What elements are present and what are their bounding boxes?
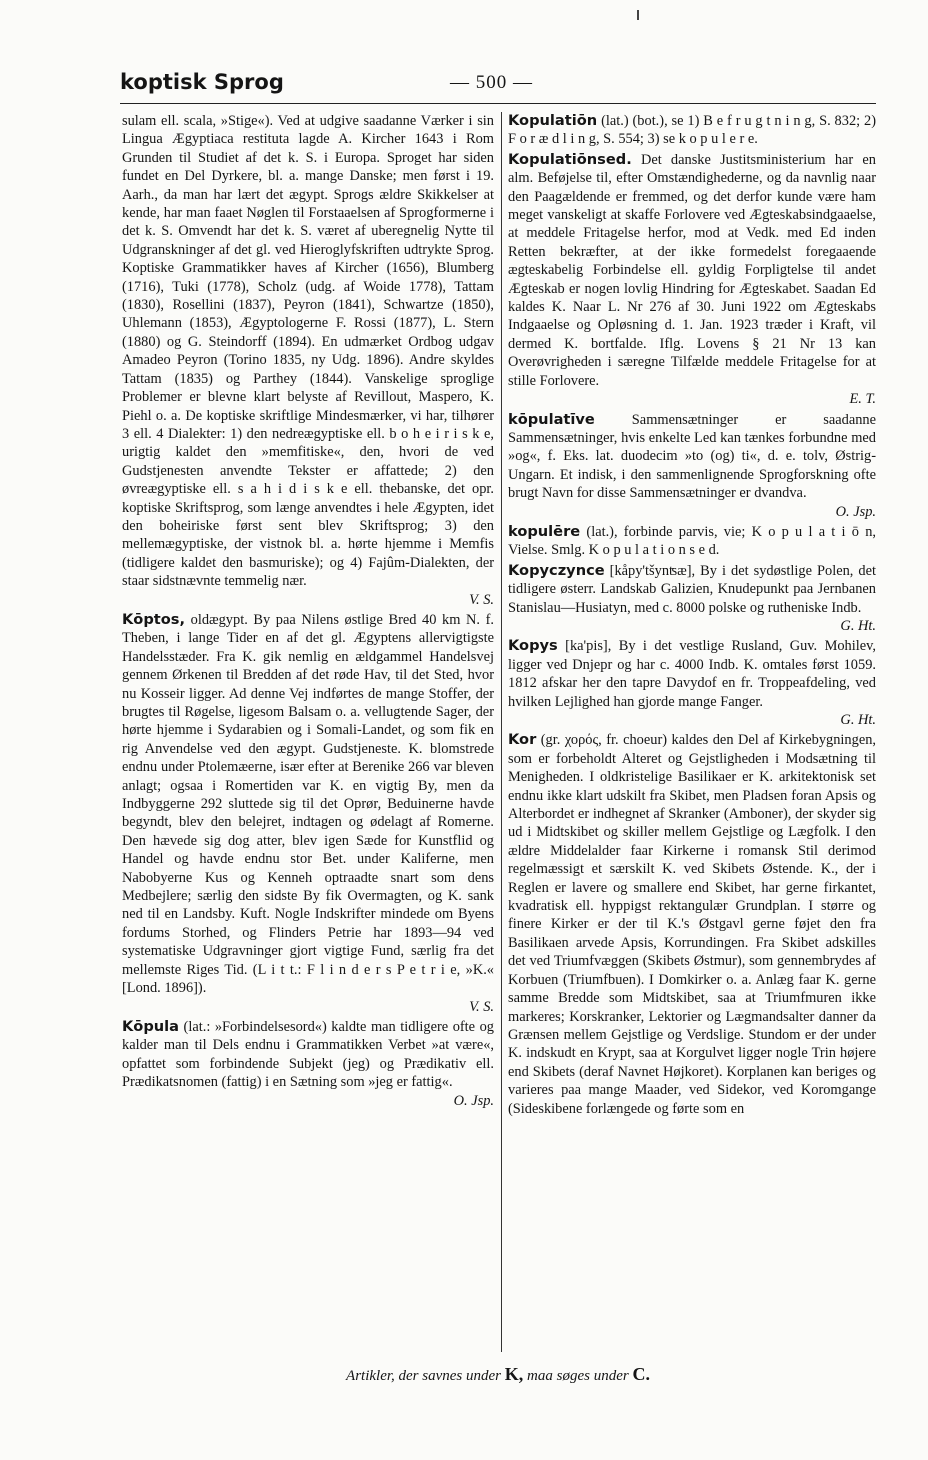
entry-text: Det danske Justitsministerium har en alm. Beføjelse til, efter Omstændighederne, og da navnlig naar den Paagældende er fremmed, og det derfor kunde være ham meget vanskeligt at skaffe Forlovere ved Ægteskabsindgaaelse, at meddele Fritagelse herfor, mod at Vedk. med Ed inden Retten bekræfter, at der ikke formedelst foregaaende ægteskabelig Forbindelse ell. gyldig Forpligtelse til andet Ægteskab er nogen lovlig Hindring for Ægteskabet. Saadan Ed kaldes K. Naar L. Nr 276 af 30. Juni 1922 om Ægteskabs Indgaaelse og Opløsning d. 1. Jan. 1923 træder i Kraft, vil dermed K. bortfalde. Iflg. Lovens § 21 Nr 13 kan Overøvrigheden i særegne Tilfælde meddele Fritagelse for at stille Forlovere. <box>508 151 876 389</box>
footer-note <box>120 1364 876 1385</box>
page-header <box>120 70 876 100</box>
dictionary-entry <box>122 611 494 1016</box>
footer-letter-c: C. <box>632 1364 650 1384</box>
author-signature: V. S. <box>469 591 494 608</box>
entry-headword: kopulēre <box>508 522 581 540</box>
dictionary-entry <box>508 523 876 560</box>
entry-headword: Kor <box>508 731 537 749</box>
dictionary-entry <box>508 411 876 521</box>
right-column <box>508 112 876 1120</box>
column-divider <box>501 112 502 1352</box>
entry-text: Sammensætninger er saadanne Sammensætninger, hvis enkelte Led kan tænkes forbundne med »og«, f. Eks. lat. duodecim »to (og) ti«, d. e. tolv, Østrig-Ungarn. Et indisk, i den sammenlignende Sprogforskning ofte brugt Navn for disse Sammensætninger er dvandva. <box>508 411 876 502</box>
entry-text: oldægypt. By paa Nilens østlige Bred 40 km N. f. Theben, i lange Tider en af det gl. Ægyptens allervigtigste Handelsstæder. Fra K. gik nemlig en ældgammel Handelsvej gennem Ørkenen til Bredden af det røde Hav, til det Sted, hvor nu Kosseir ligger. Ad denne Vej indførtes de mange Stoffer, der brugtes til Røgelse, ligesom Balsam o. a. vellugtende Sager, der hørte hjemme i Sydarabien og i Somali-Landet, og som fik en rig Anvendelse ved den ægypt. Gudstjeneste. K. blomstrede endnu under Ptolemæerne, især efter at Berenike 266 var bleven anlagt; ogsaa i Romertiden var K. en vigtig By, men da Indbyggerne 292 sluttede sig til det Oprør, Beduinerne havde begyndt, blev den belejret, indtagen og ødelagt af Romerne. Den hævede sig dog atter, blev igen Sæde for Kunstflid og Handel og havde endnu stor Bet. under Kaliferne, men Nabobyerne Kus og Kenneh optraadte snart som dens Medbejlere; særlig den sidste By fik Overmagten, og K. sank ned til en Landsby. Kuft. Nogle Indskrifter mindede om Byens fordums Storhed, og Flinders Petrie har 1893—94 ved systematiske Udgravninger gjort vigtige Fund, særlig fra det mellemste Riges Tid. (L i t t.: F l i n d e r s P e t r i e, »K.« [Lond. 1896]). <box>122 611 494 997</box>
entry-headword: Kōptos, <box>122 610 186 628</box>
entry-text: (lat.), forbinde parvis, vie; K o p u l a t i ō n, Vielse. Smlg. K o p u l a t i o n s e d. <box>508 523 876 559</box>
entry-headword: Kopulatiōnsed. <box>508 150 632 168</box>
page-number: — 500 — <box>450 72 533 93</box>
dictionary-entry <box>508 562 876 636</box>
author-signature: G. Ht. <box>840 712 876 728</box>
running-head-word: koptisk Sprog <box>120 70 284 94</box>
author-signature: V. S. <box>469 998 494 1015</box>
author-signature: O. Jsp. <box>835 503 876 520</box>
scan-mark <box>637 10 639 20</box>
entry-text: [ka'pis], By i det vestlige Rusland, Guv. Mohilev, ligger ved Dnjepr og har c. 4000 Indb. K. omtales først 1059. 1812 afskar her den tapre Davydof en fr. Troppeafdeling, ved hvilken Lejlighed han gjorde mange Fanger. <box>508 638 876 710</box>
author-signature: E. T. <box>849 391 876 408</box>
entry-text: sulam ell. scala, »Stige«). Ved at udgive saadanne Værker i sin Lingua Ægyptiaca restituta lagde A. Kircher 1643 i Rom Grunden til Studiet af det k. S. i Europa. Sproget har siden fundet en Del Dyrkere, bl. a. mange Danske; men først i 19. Aarh., da man har lært det ægypt. Sprogs ældre Skikkelser at kende, har man faaet Nøglen til Forstaaelsen af Sprogformerne i det k. S. Omvendt har det k. S. været af uberegnelig Nytte til Udgranskninger af det gl. ved Hieroglyfskriften udtrykte Sprog. Koptiske Grammatikker haves af Kircher (1656), Blumberg (1716), Tuki (1778), Scholz (udg. af Woide 1778), Tattam (1830), Rosellini (1837), Peyron (1841), Schwartze (1850), Uhlemann (1853), Ægyptologerne F. Rossi (1877), L. Stern (1880) og G. Steindorff (1894). En udmærket Ordbog udgav Amadeo Peyron (Torino 1835, ny Udg. 1896). Andre skyldes Tattam (1835) og Parthey (1844). Vanskelige sproglige Problemer er blevne klart belyste af Revillout, Maspero, K. Piehl o. a. De koptiske skriftlige Mindesmærker, vi har, tilhører 3 ell. 4 Dialekter: 1) den nedreægyptiske ell. b o h e i r i s k e, urigtig kaldet den »memfitiske«, den, hvori de ved Gudstjenesten anvendte Tekster er affattede; 2) den øvreægyptiske ell. s a h i d i s k e ell. thebanske, det opr. koptiske Skriftsprog, som længe anvendtes i hele Ægypten, idet den boheiriske først sent blev Skriftsprog; 3) den mellemægyptiske, der vistnok bl. a. hørte hjemme i Memfis (tidligere kaldet den basmuriske); og 4) Fajûm-Dialekten, der staar sidstnævnte temmelig nær. <box>122 113 494 590</box>
entry-headword: Kopulatiōn <box>508 112 598 129</box>
entry-headword: Kōpula <box>122 1017 180 1035</box>
dictionary-entry <box>508 637 876 729</box>
author-signature: O. Jsp. <box>453 1092 494 1109</box>
entry-continuation <box>122 112 494 609</box>
left-column <box>122 112 494 1112</box>
footer-prefix: Artikler, der savnes under <box>346 1368 502 1384</box>
header-rule <box>120 103 876 104</box>
dictionary-entry <box>508 112 876 149</box>
dictionary-entry <box>508 731 876 1118</box>
entry-text: [kåpy'tšynʦæ], By i det sydøstlige Polen, det tidligere østerr. Landskab Galizien, Knudepunkt paa Jernbanen Stanislau—Husiatyn, med c. 8000 polske og rutheniske Indb. <box>508 562 876 616</box>
author-signature: G. Ht. <box>840 617 876 634</box>
footer-letter-k: K, <box>504 1364 524 1384</box>
footer-middle: maa søges under <box>527 1368 629 1384</box>
entry-text: (lat.) (bot.), se 1) B e f r u g t n i n g, S. 832; 2) F o r æ d l i n g, S. 554; 3) se k o p u l e r e. <box>508 113 876 148</box>
entry-headword: kōpulatīve <box>508 410 595 428</box>
entry-headword: Kopyczynce <box>508 561 605 579</box>
entry-headword: Kopys <box>508 637 558 655</box>
entry-text: (gr. χορός, fr. choeur) kaldes den Del af Kirkebygningen, som er forbeholdt Alteret og Gejstligheden i Modsætning til Menigheden. I oldkristelige Basilikaer er K. arkitektonisk set endnu ikke klart udskilt fra Skibet, men Pladsen foran Apsis og Alterbordet er indhegnet af Skranker (Amboner), der skyder sig ud i Midtskibet og skiller mellem Gejstlige og Lægfolk. I den ældre Middelalder faar Kirkerne i romansk Stil derimod regelmæssigt et særskilt K. ved Skibets Østende. K., der i Reglen er lavere og smallere end Skibet, har gerne firkantet, kvadratisk ell. hyppigst rektangulær Grundplan. I større og finere Kirker er der til K.'s Østgavl gerne føjet den fra Basilikaen arvede Apsis, Korrundingen. Fra Skibet adskilles det ved Triumfvæggen (Skibets Østmur), som gennembrydes af Korbuen (Triumfbuen). I Domkirker o. a. Anlæg faar K. gerne samme Bredde som Midtskibet, saa at Triumfmuren ikke markeres; Korskranker, Lektorier og Lægmandsalter danner da Grænsen mellem Gejstlige og Verdslige. Stundom er der under K. indskudt en Krypt, saa at Korgulvet ligger nogle Trin højere end Skibets (deraf Navnet Højkoret). Korplanen kan beriges og varieres paa mange Maader, ved Sidekor, ved Koromgange (Sideskibene forlængede og førte som en <box>508 732 877 1117</box>
dictionary-entry <box>508 151 876 409</box>
entry-text: (lat.: »Forbindelsesord«) kaldte man tidligere ofte og kalder man til Dels endnu i Grammatikken Verbet »at være«, opfattet som forbindende Subjekt (jeg) og Prædikativ ell. Prædikatsnomen (fattig) i en Sætning som »jeg er fattig«. <box>122 1018 494 1091</box>
dictionary-entry <box>122 1018 494 1110</box>
